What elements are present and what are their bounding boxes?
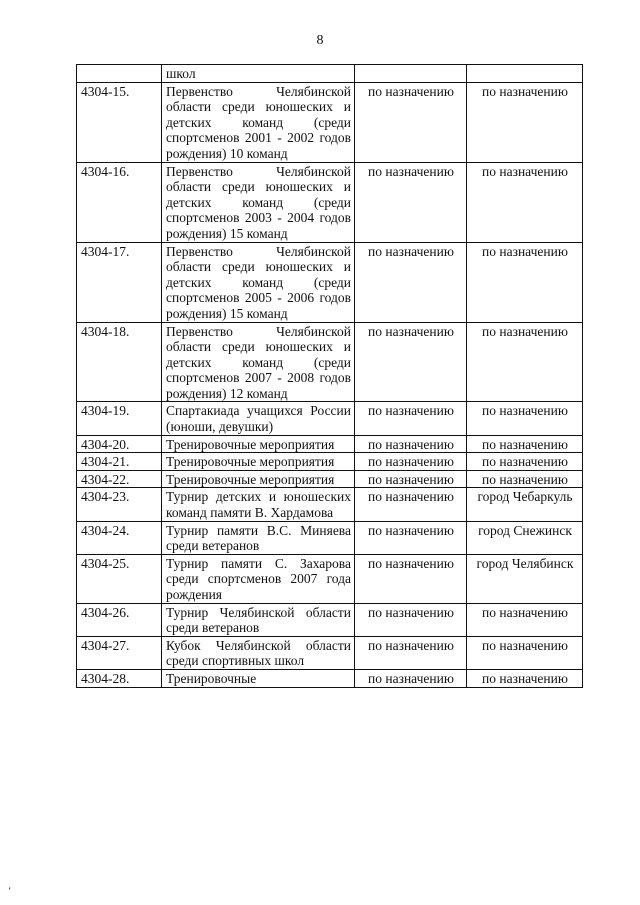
name-cell: Турнир детских и юношеских команд памяти В. Хардамова (162, 488, 355, 521)
name-cell: Спартакиада учащихся России (юноши, девушки) (162, 402, 355, 435)
table-row (77, 453, 583, 471)
name-cell: Турнир памяти В.С. Миняева среди ветеранов (162, 521, 355, 554)
place-cell (467, 65, 583, 83)
name-cell: Первенство Челябинской области среди юношеских и детских команд (среди спортсменов 2005 - 2006 годов рождения) 15 команд (162, 242, 355, 322)
name-cell: Тренировочные (162, 669, 355, 687)
code-cell: 4304-16. (77, 162, 162, 242)
place-cell: по назначению (467, 435, 583, 453)
name-cell: Кубок Челябинской области среди спортивных школ (162, 636, 355, 669)
place-cell: по назначению (467, 453, 583, 471)
code-cell: 4304-21. (77, 453, 162, 471)
table-row (77, 603, 583, 636)
name-cell: Тренировочные мероприятия (162, 435, 355, 453)
dates-cell: по назначению (355, 242, 467, 322)
code-cell (77, 65, 162, 83)
scan-artifact-mark: ʻ (8, 886, 12, 897)
dates-cell: по назначению (355, 554, 467, 603)
dates-cell: по назначению (355, 521, 467, 554)
code-cell: 4304-27. (77, 636, 162, 669)
dates-cell: по назначению (355, 636, 467, 669)
table-row (77, 521, 583, 554)
page-number: 8 (316, 33, 324, 48)
dates-cell: по назначению (355, 435, 467, 453)
code-cell: 4304-25. (77, 554, 162, 603)
table-row (77, 402, 583, 435)
place-cell: по назначению (467, 402, 583, 435)
dates-cell: по назначению (355, 82, 467, 162)
code-cell: 4304-26. (77, 603, 162, 636)
table-row-continuation (77, 65, 583, 83)
table-row (77, 488, 583, 521)
events-table (76, 64, 583, 688)
dates-cell: по назначению (355, 488, 467, 521)
place-cell: по назначению (467, 162, 583, 242)
place-cell: по назначению (467, 636, 583, 669)
place-cell: по назначению (467, 669, 583, 687)
place-cell: по назначению (467, 470, 583, 488)
dates-cell (355, 65, 467, 83)
table-row (77, 669, 583, 687)
place-cell: по назначению (467, 322, 583, 402)
code-cell: 4304-20. (77, 435, 162, 453)
code-cell: 4304-24. (77, 521, 162, 554)
table-row (77, 435, 583, 453)
code-cell: 4304-17. (77, 242, 162, 322)
table-row (77, 470, 583, 488)
name-cell: Первенство Челябинской области среди юношеских и детских команд (среди спортсменов 2003 - 2004 годов рождения) 15 команд (162, 162, 355, 242)
code-cell: 4304-22. (77, 470, 162, 488)
dates-cell: по назначению (355, 322, 467, 402)
name-cell: Первенство Челябинской области среди юношеских и детских команд (среди спортсменов 2001 - 2002 годов рождения) 10 команд (162, 82, 355, 162)
dates-cell: по назначению (355, 669, 467, 687)
place-cell: город Чебаркуль (467, 488, 583, 521)
dates-cell: по назначению (355, 453, 467, 471)
name-cell: школ (162, 65, 355, 83)
name-cell: Первенство Челябинской области среди юношеских и детских команд (среди спортсменов 2007 - 2008 годов рождения) 12 команд (162, 322, 355, 402)
dates-cell: по назначению (355, 162, 467, 242)
place-cell: по назначению (467, 603, 583, 636)
code-cell: 4304-15. (77, 82, 162, 162)
table-row (77, 82, 583, 162)
name-cell: Тренировочные мероприятия (162, 453, 355, 471)
table-row (77, 162, 583, 242)
table-row (77, 242, 583, 322)
table-row (77, 322, 583, 402)
dates-cell: по назначению (355, 470, 467, 488)
code-cell: 4304-18. (77, 322, 162, 402)
place-cell: по назначению (467, 82, 583, 162)
place-cell: город Снежинск (467, 521, 583, 554)
table-row (77, 554, 583, 603)
code-cell: 4304-28. (77, 669, 162, 687)
code-cell: 4304-23. (77, 488, 162, 521)
name-cell: Турнир памяти С. Захарова среди спортсменов 2007 года рождения (162, 554, 355, 603)
place-cell: город Челябинск (467, 554, 583, 603)
place-cell: по назначению (467, 242, 583, 322)
table-row (77, 636, 583, 669)
name-cell: Турнир Челябинской области среди ветеранов (162, 603, 355, 636)
code-cell: 4304-19. (77, 402, 162, 435)
dates-cell: по назначению (355, 603, 467, 636)
dates-cell: по назначению (355, 402, 467, 435)
name-cell: Тренировочные мероприятия (162, 470, 355, 488)
